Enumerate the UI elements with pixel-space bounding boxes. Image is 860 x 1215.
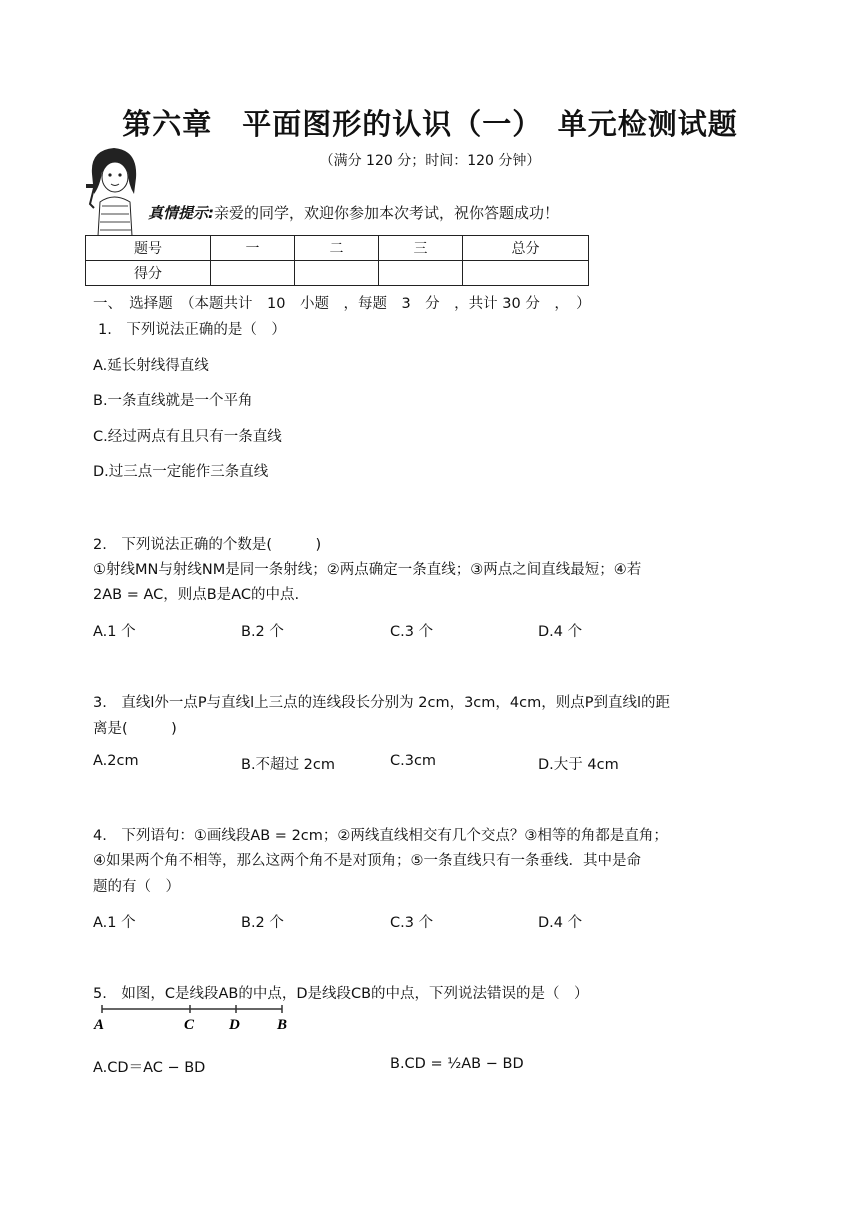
q3-option-b: B.不超过 2cm: [241, 757, 335, 773]
q2-option-b: B.2 个: [241, 624, 284, 640]
question-2-line-1: ①射线MN与射线NM是同一条射线；②两点确定一条直线；③两点之间直线最短；④若: [93, 562, 642, 578]
header-cell: 三: [379, 236, 463, 261]
header-cell: 题号: [86, 236, 211, 261]
point-label-a: A: [94, 1017, 105, 1032]
q4-option-c: C.3 个: [390, 915, 434, 931]
q2-option-a: A.1 个: [93, 624, 136, 640]
q1-option-c: C.经过两点有且只有一条直线: [93, 429, 282, 445]
q5-option-b: B.CD = ½AB − BD: [390, 1056, 524, 1072]
score-table: [85, 235, 589, 286]
score-table-score-row: [86, 261, 589, 286]
score-cell[interactable]: [379, 261, 463, 286]
header-cell: 一: [211, 236, 295, 261]
line-segment-figure: [92, 1004, 292, 1032]
question-2-line-2: 2AB = AC，则点B是AC的中点.: [93, 587, 300, 603]
question-2-stem: 2. 下列说法正确的个数是( ): [93, 537, 322, 553]
score-table-header-row: [86, 236, 589, 261]
section-heading: 一、 选择题 （本题共计 10 小题 ，每题 3 分 ，共计 30 分 ， ）: [93, 296, 591, 312]
tip-label: 真情提示:: [148, 204, 214, 222]
question-4-line-3: 题的有（ ）: [93, 879, 180, 895]
q1-option-d: D.过三点一定能作三条直线: [93, 464, 269, 480]
point-label-d: D: [229, 1017, 240, 1032]
q3-option-d: D.大于 4cm: [538, 757, 619, 773]
q3-option-a: A.2cm: [93, 753, 139, 769]
page-title: 第六章 平面图形的认识（一） 单元检测试题: [122, 107, 738, 141]
score-cell[interactable]: [463, 261, 589, 286]
tip-text: 亲爱的同学，欢迎你参加本次考试，祝你答题成功！: [214, 204, 560, 222]
q4-option-a: A.1 个: [93, 915, 136, 931]
q1-option-b: B.一条直线就是一个平角: [93, 393, 253, 409]
question-4-line-1: 4. 下列语句：①画线段AB = 2cm；②两线直线相交有几个交点？③相等的角都是直角；: [93, 828, 668, 844]
q4-option-d: D.4 个: [538, 915, 583, 931]
header-cell: 总分: [463, 236, 589, 261]
q4-option-b: B.2 个: [241, 915, 284, 931]
score-cell[interactable]: [295, 261, 379, 286]
encouragement-tip: [148, 202, 559, 223]
q5-option-a: A.CD＝AC − BD: [93, 1060, 206, 1076]
question-3-line-1: 3. 直线l外一点P与直线l上三点的连线段长分别为 2cm，3cm，4cm，则点P到直线l的距: [93, 695, 670, 711]
exam-info: （满分 120 分；时间：120 分钟）: [319, 153, 541, 169]
header-cell: 二: [295, 236, 379, 261]
student-avatar-icon: [84, 144, 144, 236]
q2-option-d: D.4 个: [538, 624, 583, 640]
question-3-line-2: 离是( ): [93, 721, 177, 737]
score-cell[interactable]: [211, 261, 295, 286]
point-label-b: B: [277, 1017, 288, 1032]
question-5-stem: 5. 如图，C是线段AB的中点，D是线段CB的中点，下列说法错误的是（ ）: [93, 986, 589, 1002]
q2-option-c: C.3 个: [390, 624, 434, 640]
q3-option-c: C.3cm: [390, 753, 437, 769]
question-4-line-2: ④如果两个角不相等，那么这两个角不是对顶角；⑤一条直线只有一条垂线．其中是命: [93, 853, 641, 869]
question-1-stem: 1. 下列说法正确的是（ ）: [98, 322, 286, 338]
point-label-c: C: [184, 1017, 195, 1032]
q1-option-a: A.延长射线得直线: [93, 358, 209, 374]
score-row-label: 得分: [86, 261, 211, 286]
